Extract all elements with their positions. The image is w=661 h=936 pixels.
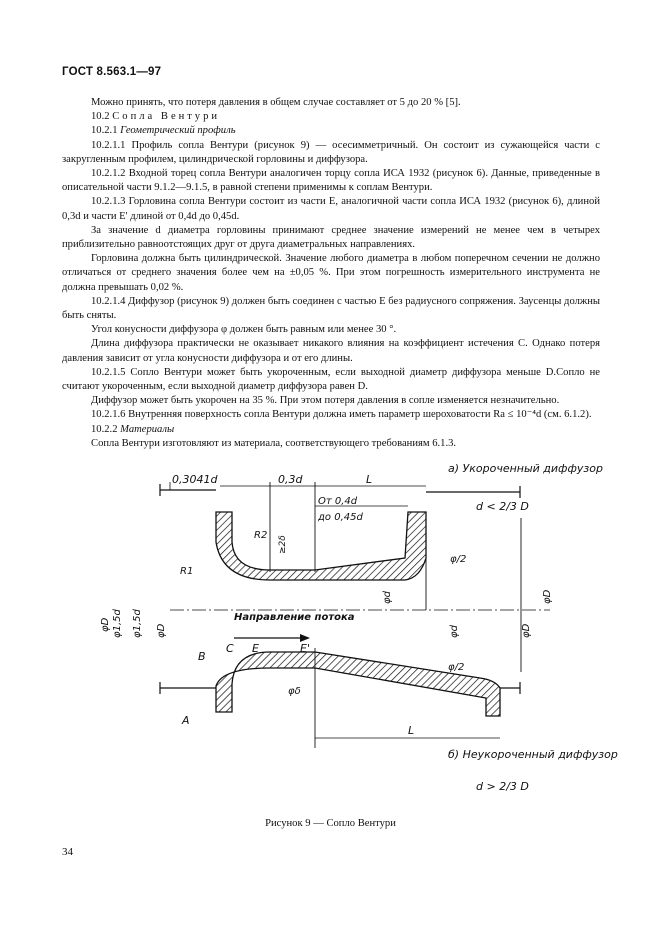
- point-label-b: B: [198, 650, 206, 663]
- variant-b-condition: d > 2/3 D: [476, 780, 529, 793]
- section-number: 10.2.1: [91, 125, 118, 137]
- paragraph: 10.2.1.3 Горловина сопла Вентури состоит из части E, аналогичной части сопла ИСА 1932 (рисунок 6), длиной 0,3d и части E' длиной от 0,4d до 0,45d.: [62, 196, 600, 222]
- page-number: 34: [62, 846, 73, 858]
- section-label-e: E: [252, 642, 259, 655]
- venturi-drawing: [100, 462, 618, 802]
- variant-a-condition: d < 2/3 D: [476, 500, 529, 513]
- radius-label: R2: [254, 530, 268, 541]
- dim-label: 0,3d: [278, 473, 303, 486]
- paragraph: Горловина должна быть цилиндрической. Значение любого диаметра в любом поперечном сечении не должно отличаться от среднего значения более чем на ±0,05 %. При этом погрешность измерительного инструмента не должна превышать 0,02 %.: [62, 253, 600, 293]
- diameter-label: φ1,5d: [112, 609, 123, 638]
- section-label-e-prime: E': [300, 642, 310, 655]
- diameter-label: φ1,5d: [132, 609, 143, 638]
- angle-label: φ/2: [450, 554, 467, 565]
- dim-label: L: [408, 724, 415, 737]
- figure-caption: Рисунок 9 — Сопло Вентури: [265, 818, 396, 829]
- point-label-a: A: [182, 714, 190, 727]
- paragraph: Сопла Вентури изготовляют из материала, соответствующего требованиям 6.1.3.: [91, 437, 457, 449]
- dim-label: φδ: [288, 686, 301, 697]
- angle-label: φ/2: [448, 662, 465, 673]
- diameter-label: φd: [382, 591, 393, 604]
- section-number: 10.2: [91, 111, 110, 123]
- section-number: 10.2.2: [91, 423, 118, 435]
- dim-label: L: [366, 473, 373, 486]
- point-label-c: C: [226, 642, 234, 655]
- paragraph: Длина диффузора практически не оказывает никакого влияния на коэффициент истечения C. Однако потеря давления зависит от угла конусности диффузора и от его длины.: [62, 338, 600, 364]
- radius-label: R1: [180, 566, 194, 577]
- variant-a-label: а) Укороченный диффузор: [448, 462, 603, 475]
- variant-b-label: б) Неукороченный диффузор: [448, 748, 618, 761]
- paragraph: 10.2.1.4 Диффузор (рисунок 9) должен быть соединен с частью E без радиусного сопряжения. Заусенцы должны быть сняты.: [62, 295, 600, 322]
- diameter-label: φD: [542, 589, 553, 604]
- dim-label: до 0,45d: [318, 512, 363, 523]
- diameter-label: φD: [100, 617, 111, 632]
- paragraph: 10.2.1.6 Внутренняя поверхность сопла Вентури должна иметь параметр шероховатости Ra ≤ 10⁻⁴d (см. 6.1.2).: [91, 409, 592, 421]
- subsection-title: Геометрический профиль: [120, 125, 236, 137]
- flow-direction-label: Направление потока: [234, 612, 355, 623]
- subsection-heading: [62, 124, 600, 138]
- subsection-title: Материалы: [120, 423, 175, 435]
- paragraph: 10.2.1.5 Сопло Вентури может быть укороченным, если выходной диаметр диффузора меньше D.Сопло не считают укороченным, если выходной диаметр диффузора равен D.: [62, 366, 600, 393]
- diameter-label: φD: [521, 623, 532, 638]
- dim-label: ≥2δ: [278, 535, 288, 554]
- dim-label: От 0,4d: [318, 496, 358, 507]
- subsection-heading: [62, 423, 600, 437]
- paragraph: Диффузор может быть укорочен на 35 %. При этом потеря давления в сопле изменяется незначительно.: [91, 395, 560, 407]
- section-heading: [62, 110, 600, 124]
- paragraph: 10.2.1.2 Входной торец сопла Вентури аналогичен торцу сопла ИСА 1932 (рисунок 6). Данные, приведенные в описательной части 9.1.2—9.1.5, в равной степени применимы к соплам Вентури.: [62, 168, 600, 194]
- flow-arrowhead: [300, 634, 310, 642]
- paragraph: Можно принять, что потеря давления в общем случае составляет от 5 до 20 % [5].: [91, 97, 461, 108]
- diameter-label: φd: [449, 625, 460, 638]
- document-header: ГОСТ 8.563.1—97: [62, 66, 162, 78]
- paragraph: 10.2.1.1 Профиль сопла Вентури (рисунок 9) — осесимметричный. Он состоит из сужающейся части с закругленным профилем, цилиндрической горловины и диффузора.: [62, 139, 600, 165]
- dim-label: 0,3041d: [172, 473, 218, 486]
- paragraph: За значение d диаметра горловины принимают среднее значение измерений не менее чем в четырех приблизительно равноотстоящих друг от друга диаметральных направлениях.: [62, 224, 600, 251]
- body-text: [62, 96, 600, 451]
- diameter-label: φD: [156, 623, 167, 638]
- venturi-nozzle-figure: [100, 462, 618, 802]
- section-title: Сопла Вентури: [112, 111, 221, 123]
- paragraph: Угол конусности диффузора φ должен быть равным или менее 30 °.: [91, 324, 397, 336]
